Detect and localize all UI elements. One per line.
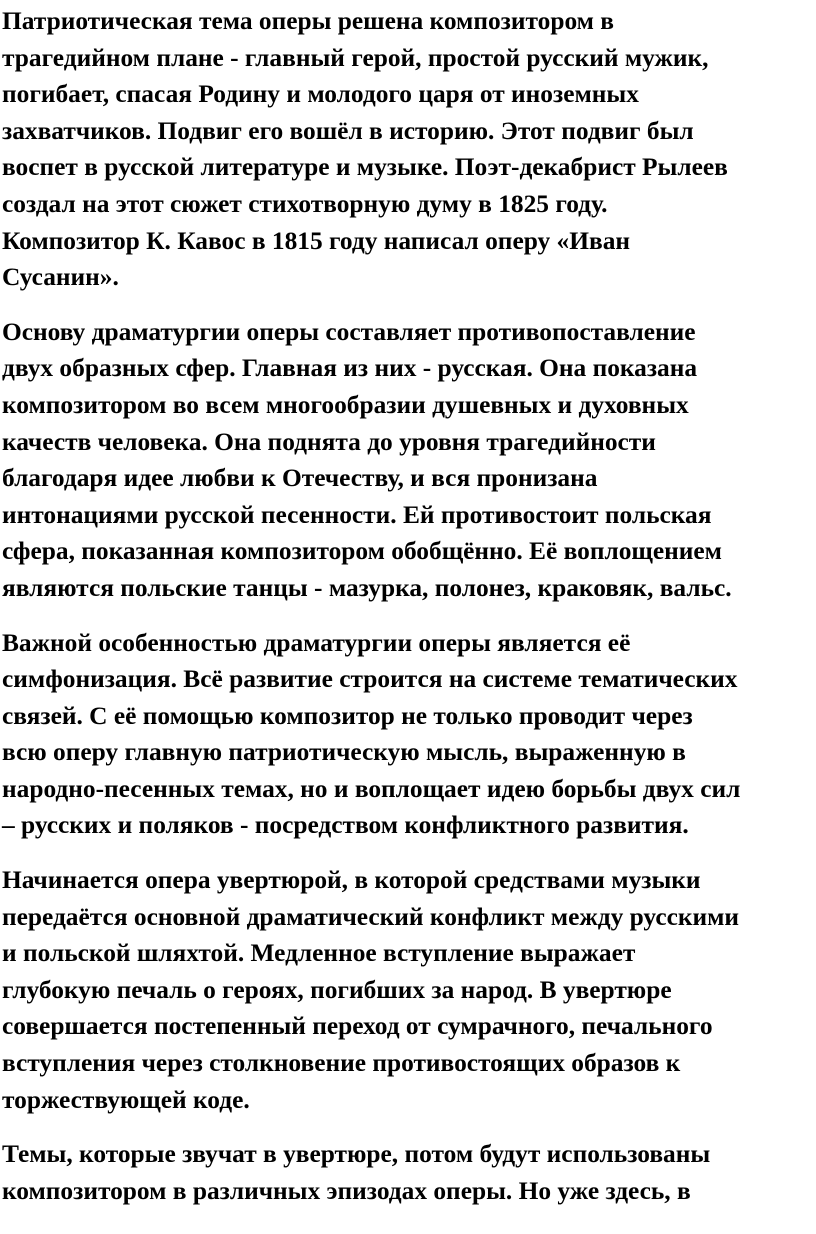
text-line: совершается постепенный переход от сумрачного, печального [2, 1012, 713, 1041]
text-line: всю оперу главную патриотическую мысль, выраженную в [2, 738, 686, 767]
text-line: интонациями русской песенности. Ей противостоит польская [2, 500, 712, 529]
text-line: связей. С её помощью композитор не только проводит через [2, 701, 693, 730]
text-line: качеств человека. Она поднята до уровня трагедийности [2, 427, 656, 456]
text-line: и польской шляхтой. Медленное вступление выражает [2, 939, 636, 968]
paragraph-2 [2, 314, 812, 607]
text-line: глубокую печаль о героях, погибших за народ. В увертюре [2, 975, 672, 1004]
text-line: захватчиков. Подвиг его вошёл в историю. Этот подвиг был [2, 116, 694, 145]
text-line: народно-песенных темах, но и воплощает идею борьбы двух сил [2, 774, 741, 803]
text-line: композитором во всем многообразии душевных и духовных [2, 390, 689, 419]
text-line: Основу драматургии оперы составляет противопоставление [2, 317, 696, 346]
text-line: Начинается опера увертюрой, в которой средствами музыки [2, 866, 701, 895]
paragraph-3 [2, 625, 812, 845]
text-line: сфера, показанная композитором обобщённо. Её воплощением [2, 537, 722, 566]
text-line: симфонизация. Всё развитие строится на системе тематических [2, 665, 738, 694]
paragraph-1 [2, 3, 812, 296]
text-line: торжествующей коде. [2, 1085, 250, 1114]
text-line: Патриотическая тема оперы решена композитором в [2, 7, 615, 35]
text-line: композитором в различных эпизодах оперы. Но уже здесь, в [2, 1176, 691, 1205]
text-line: Темы, которые звучат в увертюре, потом будут использованы [2, 1140, 711, 1169]
paragraph-4 [2, 862, 812, 1118]
text-line: трагедийном плане - главный герой, простой русский мужик, [2, 43, 709, 72]
text-line: создал на этот сюжет стихотворную думу в 1825 году. [2, 189, 608, 218]
text-line: Композитор К. Кавос в 1815 году написал оперу «Иван [2, 226, 631, 255]
text-line: вступления через столкновение противостоящих образов к [2, 1049, 681, 1078]
text-line: передаётся основной драматический конфликт между русскими [2, 902, 740, 931]
text-line: благодаря идее любви к Отечеству, и вся пронизана [2, 464, 598, 493]
paragraph-5 [2, 1136, 812, 1209]
text-line: – русских и поляков - посредством конфликтного развития. [2, 811, 689, 840]
text-line: погибает, спасая Родину и молодого царя от иноземных [2, 80, 639, 109]
text-line: двух образных сфер. Главная из них - русская. Она показана [2, 354, 698, 383]
text-line: Сусанин». [2, 263, 119, 292]
text-line: являются польские танцы - мазурка, полонез, краковяк, вальс. [2, 573, 732, 602]
text-line: воспет в русской литературе и музыке. Поэт-декабрист Рылеев [2, 153, 728, 182]
text-line: Важной особенностью драматургии оперы является её [2, 628, 631, 657]
